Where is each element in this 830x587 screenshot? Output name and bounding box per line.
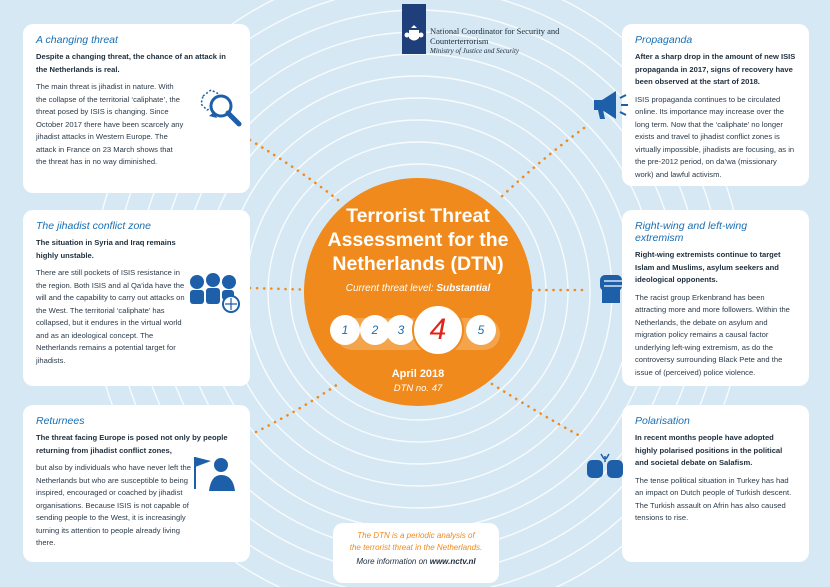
level-5: 5 — [466, 315, 496, 345]
clashing-fists-icon — [585, 452, 627, 488]
panel-title: Polarisation — [635, 415, 690, 427]
footer-more-info — [333, 554, 499, 570]
footer-line1: The DTN is a periodic analysis of — [357, 531, 475, 540]
panel-body: The main threat is jihadist in nature. With the collapse of the territorial ‘caliphate’, the threat posed by ISIS is changing. Since October 2017 there have been scarcely any jihadist attacks in Western Europe. The attack in France on 23 March shows that the threat has in no way diminished. — [36, 82, 184, 166]
flag-bearer-icon — [191, 453, 239, 493]
center-title — [320, 204, 516, 276]
panel-lead: The situation in Syria and Iraq remains highly unstable. — [36, 238, 176, 260]
center-title-line1: Terrorist Threat — [346, 205, 490, 227]
center-title-line2: Assessment for the — [327, 229, 509, 251]
level-2: 2 — [360, 315, 390, 345]
panel-lead: After a sharp drop in the amount of new ISIS propaganda in 2017, signs of recovery have been observed at the start of 2018. — [635, 52, 796, 86]
threat-level-value: Substantial — [436, 283, 491, 294]
raised-fist-icon — [594, 271, 628, 307]
panel-title: The jihadist conflict zone — [36, 220, 151, 232]
assessment-date: April 2018 — [391, 368, 445, 380]
militants-globe-icon — [187, 268, 241, 314]
panel-lead: In recent months people have adopted highly polarised positions in the political and societal debate on Salafism. — [635, 433, 783, 467]
panel-polarisation — [622, 405, 809, 562]
panel-title: Propaganda — [635, 34, 693, 46]
magnifier-map-icon — [199, 86, 245, 132]
megaphone-icon — [590, 88, 630, 122]
panel-propaganda — [622, 24, 809, 186]
org-name-line2: Counterterrorism — [430, 36, 489, 46]
coat-of-arms-icon — [402, 4, 426, 54]
panel-lead: Right-wing extremists continue to target Islam and Muslims, asylum seekers and ideological opponents. — [635, 250, 781, 284]
panel-body: but also by individuals who have never left the Netherlands but who are susceptible to being inspired, encouraged or coached by jihadist organisations. Because ISIS is not capable of sending people to the West, it is increasingly turning its attention to people already living there. — [36, 463, 191, 547]
org-name-line1: National Coordinator for Security and — [430, 26, 560, 36]
panel-body: There are still pockets of ISIS resistance in the region. Both ISIS and al Qa’ida have the will and the capability to carry out attacks on the West. The territorial ‘caliphate’ has collapsed, but it endures in the virtual world and as an ideological concept. The Netherlands remains a potential target for jihadists. — [36, 268, 185, 365]
threat-level-label — [320, 283, 516, 294]
panel-body: The racist group Erkenbrand has been attracting more and more followers. Within the Netherlands, the debate on asylum and migration policy remains a causal factor underlying left-wing extremism, as do the controversy surrounding Black Pete and the issue of (perceived) police violence. — [635, 292, 790, 377]
ministry-name: Ministry of Justice and Security — [430, 47, 520, 55]
center-title-line3: Netherlands (DTN) — [332, 253, 504, 275]
panel-title: A changing threat — [36, 34, 118, 46]
level-3: 3 — [386, 315, 416, 345]
panel-lead: Despite a changing threat, the chance of an attack in the Netherlands is real. — [36, 52, 226, 74]
panel-title: Returnees — [36, 415, 85, 427]
footer-url-link[interactable]: www.nctv.nl — [429, 557, 476, 566]
level-1: 1 — [330, 315, 360, 345]
threat-level-prefix: Current threat level: — [345, 283, 437, 294]
panel-changing-threat — [23, 24, 250, 193]
footer-more-label: More information on — [356, 557, 430, 566]
panel-title: Right-wing and left-wing extremism — [635, 220, 748, 244]
panel-lead: The threat facing Europe is posed not only by people returning from jihadist conflict zones, — [36, 433, 228, 455]
footer-box — [333, 523, 499, 583]
panel-returnees — [23, 405, 250, 562]
footer-line2: the terrorist threat in the Netherlands. — [349, 543, 483, 552]
level-current: 4 — [412, 304, 464, 356]
dtn-issue: DTN no. 47 — [393, 383, 443, 394]
panel-body: ISIS propaganda continues to be circulated online. Its importance may increase over the long term. Now that the ‘caliphate’ no longer exists and travel to jihadist conflict zones is virtually impossible, jihadists are focusing, as in the pre-2012 period, on da’wa (missionary work) and lawful activism. — [635, 94, 795, 179]
panel-extremism — [622, 210, 809, 386]
connector-changing-threat — [250, 140, 338, 200]
panel-body: The tense political situation in Turkey has had an impact on Dutch people of Turkish descent. The Turkish assault on Afrin has also caused tensions to rise. — [635, 475, 792, 522]
nctv-logo — [402, 4, 642, 54]
panel-conflict-zone — [23, 210, 250, 386]
